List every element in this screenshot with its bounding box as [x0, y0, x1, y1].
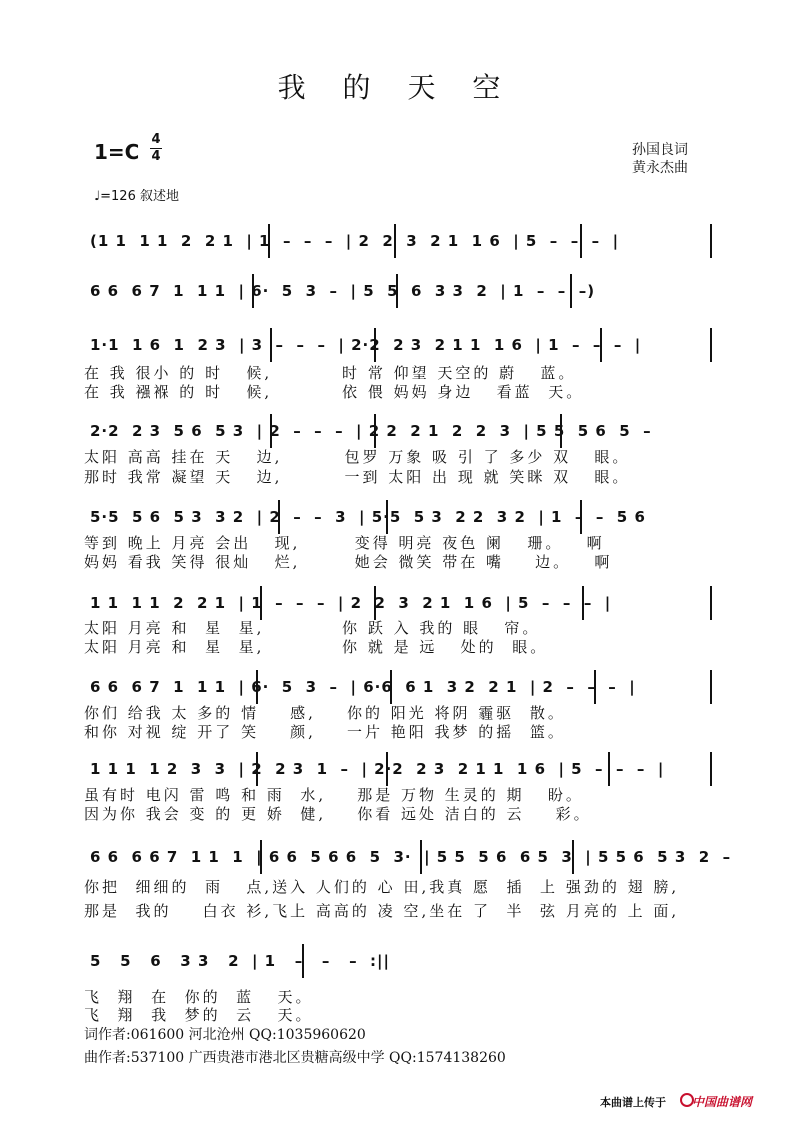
staff-line	[84, 670, 636, 704]
lyric-verse-2: 那时 我常 凝望 天 边, 一到 太阳 出 现 就 笑眯 双 眼。	[84, 468, 631, 486]
tempo-marking: ♩=126 叙述地	[94, 189, 179, 204]
staff-line	[84, 328, 642, 362]
lyric-verse-1: 你们 给我 太 多的 情 感, 你的 阳光 将阴 霾驱 散。	[84, 704, 566, 722]
staff-notes: 6 6 6 7 1 1 1 | 6· 5 3 – | 5 5 6 3 3 2 | 1 – – –)	[90, 282, 596, 300]
upload-note: 本曲谱上传于	[600, 1096, 666, 1109]
staff-line	[84, 414, 652, 448]
staff-notes: 6 6 6 6 7 1 1 1 | 6 6 5 6 6 5 3· | 5 5 5 6 6 5 3 | 5 5 6 5 3 2 –	[90, 848, 732, 866]
staff-notes: 5 5 6 3 3 2 | 1 – – – :||	[90, 952, 390, 970]
lyric-verse-1: 等到 晚上 月亮 会出 现, 变得 明亮 夜色 阑 珊。 啊	[84, 534, 605, 552]
lyric-verse-2: 太阳 月亮 和 星 星, 你 就 是 远 处的 眼。	[84, 638, 549, 656]
key-signature: 1=C	[94, 140, 140, 164]
lyric-verse-2: 和你 对视 绽 开了 笑 颜, 一片 艳阳 我梦 的摇 篮。	[84, 723, 566, 741]
lyric-verse-2: 那是 我的 白衣 衫,飞上 高高的 凌 空,坐在 了 半 弦 月亮的 上 面,	[84, 902, 680, 920]
lyric-verse-1: 在 我 很小 的 时 候, 时 常 仰望 天空的 蔚 蓝。	[84, 364, 577, 382]
time-sig-numerator: 4	[151, 132, 161, 147]
staff-line	[84, 274, 596, 308]
lyricist: 孙国良词	[632, 142, 688, 158]
staff-line	[84, 224, 620, 258]
staff-line	[84, 586, 612, 620]
credits	[632, 141, 688, 177]
lyric-verse-2: 妈妈 看我 笑得 很灿 烂, 她会 微笑 带在 嘴 边。 啊	[84, 553, 613, 571]
time-signature	[150, 133, 162, 164]
staff-notes: 1 1 1 1 2 2 1 | 1 – – – | 2 2 3 2 1 1 6 | 5 – – – |	[90, 594, 612, 612]
lyric-verse-2: 在 我 襁褓 的 时 候, 依 偎 妈妈 身边 看蓝 天。	[84, 383, 585, 401]
page-title: 我 的 天 空	[277, 71, 515, 104]
lyric-verse-1: 虽有时 电闪 雷 鸣 和 雨 水, 那是 万物 生灵的 期 盼。	[84, 786, 584, 804]
time-sig-denominator: 4	[151, 149, 161, 164]
staff-notes: 5·5 5 6 5 3 3 2 | 2 – – 3 | 5·5 5 3 2 2 3 2 | 1 – – 5 6	[90, 508, 646, 526]
staff-notes: 6 6 6 7 1 1 1 | 6· 5 3 – | 6·6 6 1 3 2 2 1 | 2 – – – |	[90, 678, 636, 696]
lyric-verse-2: 因为你 我会 变 的 更 娇 健, 你看 远处 洁白的 云 彩。	[84, 805, 592, 823]
staff-line	[84, 944, 390, 978]
staff-line	[84, 752, 665, 786]
staff-notes: 2·2 2 3 5 6 5 3 | 2 – – – | 2 2 2 1 2 2 3 | 5 5 5 6 5 –	[90, 422, 652, 440]
lyric-verse-1: 太阳 月亮 和 星 星, 你 跃 入 我的 眼 帘。	[84, 619, 541, 637]
lyric-verse-1: 飞 翔 在 你的 蓝 天。	[84, 988, 314, 1006]
staff-notes: 1 1 1 1 2 3 3 | 2 2 3 1 – | 2·2 2 3 2 1 1 1 6 | 5 – – – |	[90, 760, 665, 778]
staff-line	[84, 840, 732, 874]
staff-notes: (1 1 1 1 2 2 1 | 1 – – – | 2 2 3 2 1 1 6 | 5 – – – |	[90, 232, 620, 250]
lyricist-info: 词作者:061600 河北沧州 QQ:1035960620	[84, 1027, 366, 1043]
staff-notes: 1·1 1 6 1 2 3 | 3 – – – | 2·2 2 3 2 1 1 1 6 | 1 – – – |	[90, 336, 642, 354]
lyric-verse-1: 你把 细细的 雨 点,送入 人们的 心 田,我真 愿 插 上 强劲的 翅 膀,	[84, 878, 680, 896]
lyric-verse-1: 太阳 高高 挂在 天 边, 包罗 万象 吸 引 了 多少 双 眼。	[84, 448, 631, 466]
lyric-verse-2: 飞 翔 我 梦的 云 天。	[84, 1006, 314, 1024]
staff-line	[84, 500, 646, 534]
site-logo[interactable]: 中国曲谱网	[692, 1095, 753, 1109]
composer-info: 曲作者:537100 广西贵港市港北区贵糖高级中学 QQ:1574138260	[84, 1050, 506, 1066]
composer: 黄永杰曲	[632, 160, 688, 176]
